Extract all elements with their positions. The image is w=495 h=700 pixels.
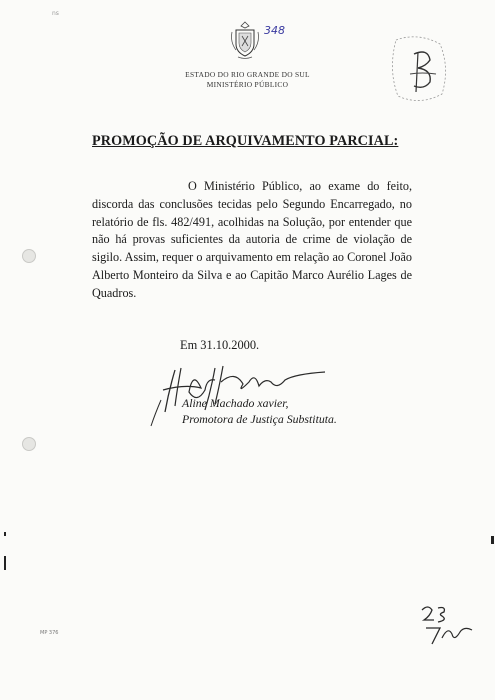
body-paragraph-text: O Ministério Público, ao exame do feito, discorda das conclusões tecidas pelo Segundo Encarregado, no relatório de fls. 482/491, acolhidas na Solução, por entender que não há provas suficientes da autoria de crime de violação de sigilo. Assim, requer o arquivamento em relação ao Coronel João Alberto Monteiro da Silva e ao Capitão Marco Aurélio Lages de Quadros. bbox=[92, 179, 412, 300]
right-edge-mark bbox=[491, 536, 494, 544]
form-code: MP 376 bbox=[40, 630, 59, 636]
left-edge-mark bbox=[4, 532, 6, 536]
handwritten-page-number: 348 bbox=[264, 24, 285, 37]
header-ministry: MINISTÉRIO PÚBLICO bbox=[206, 80, 289, 89]
document-title: PROMOÇÃO DE ARQUIVAMENTO PARCIAL: bbox=[92, 133, 399, 149]
body-paragraph bbox=[92, 178, 412, 303]
signer-name: Aline Machado xavier, bbox=[182, 396, 289, 410]
coat-of-arms-icon bbox=[228, 20, 262, 60]
header-state: ESTADO DO RIO GRANDE DO SUL bbox=[185, 70, 310, 79]
stamp-with-initials-icon bbox=[388, 34, 450, 106]
signer-role: Promotora de Justiça Substituta. bbox=[182, 412, 337, 426]
left-edge-bar bbox=[4, 556, 6, 570]
handwritten-folio-number-icon bbox=[418, 604, 474, 648]
document-date: Em 31.10.2000. bbox=[180, 338, 260, 352]
punch-hole-bottom bbox=[22, 437, 36, 451]
top-margin-mark: ns bbox=[52, 10, 59, 17]
punch-hole-top bbox=[22, 249, 36, 263]
